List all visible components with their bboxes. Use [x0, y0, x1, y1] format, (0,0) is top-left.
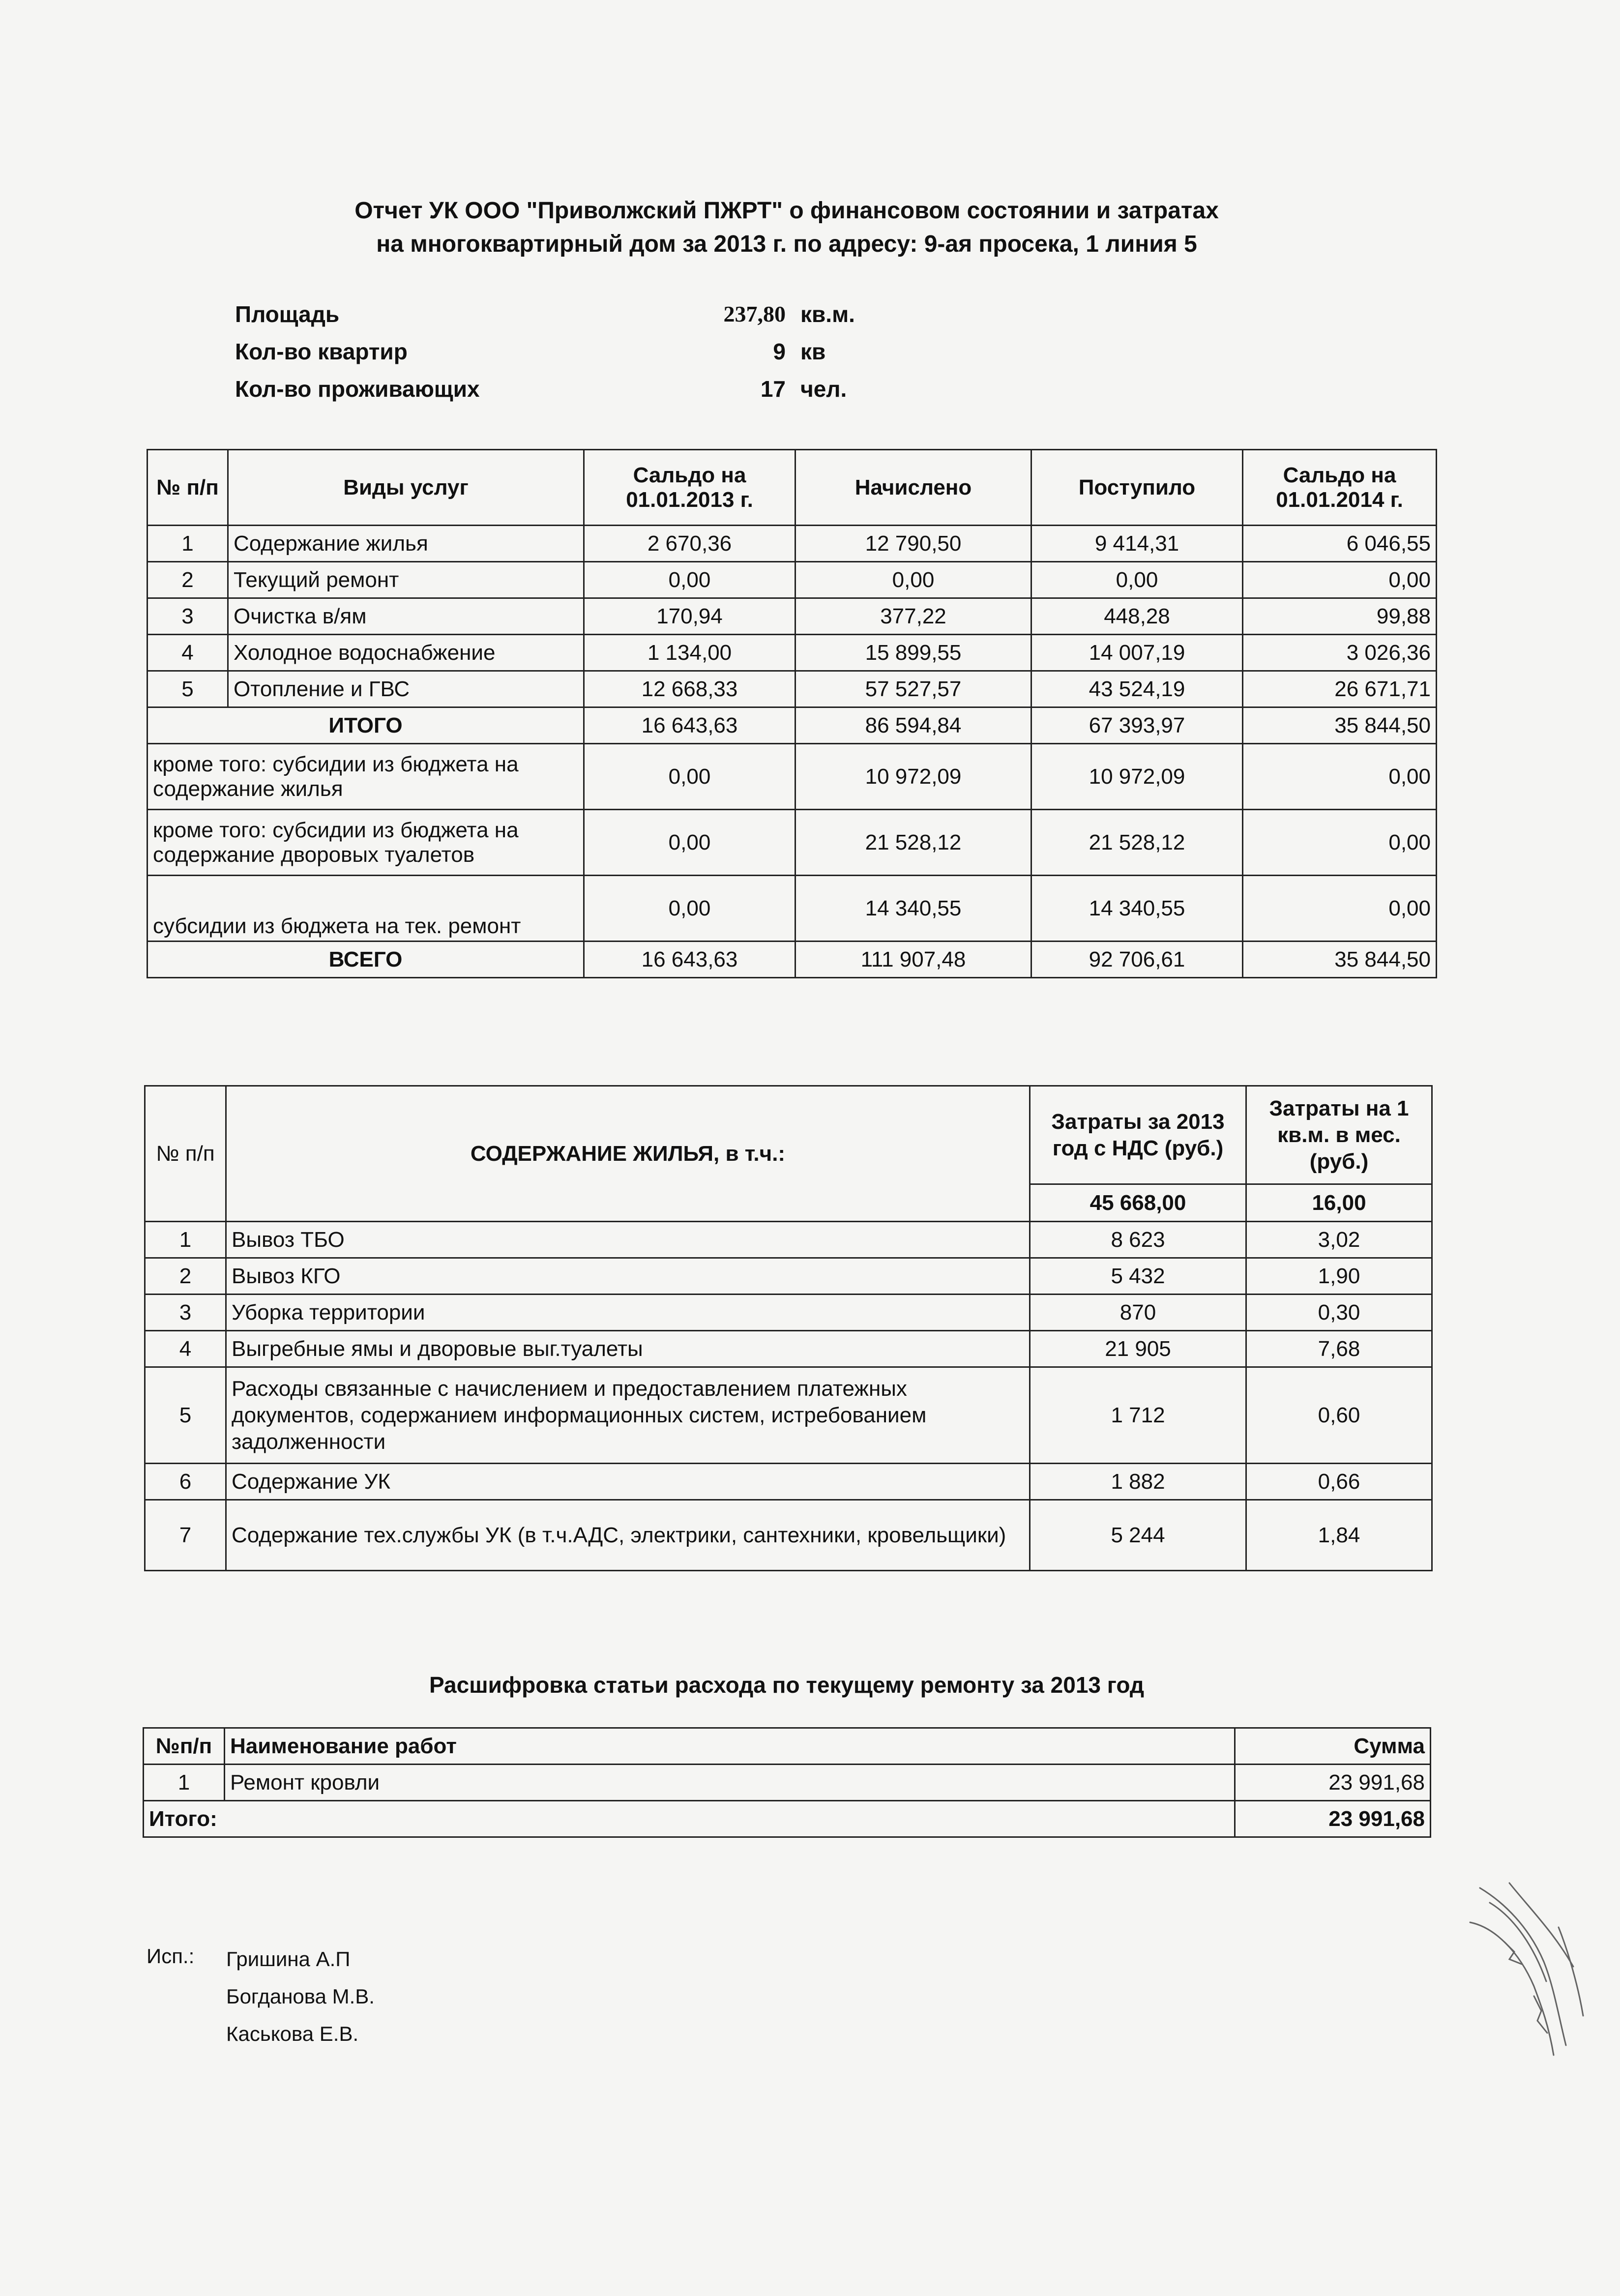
received: 43 524,19 [1031, 671, 1243, 707]
cost-per-sqm: 0,60 [1246, 1367, 1432, 1464]
subsidy-row [147, 810, 1437, 876]
row-number: 3 [145, 1295, 226, 1331]
title-line-1: Отчет УК ООО "Приволжский ПЖРТ" о финансовом состоянии и затратах [354, 198, 1219, 224]
cost-per-sqm: 7,68 [1246, 1331, 1432, 1367]
table-row [147, 635, 1437, 671]
subsidy-received: 10 972,09 [1031, 744, 1243, 810]
apartments-value: 9 [773, 339, 786, 364]
total-annual-cost: 45 668,00 [1030, 1184, 1246, 1222]
row-number: 5 [145, 1367, 226, 1464]
received: 9 414,31 [1031, 526, 1243, 562]
table-row [145, 1331, 1432, 1367]
annual-cost: 1 712 [1030, 1367, 1246, 1464]
residents-value: 17 [760, 376, 786, 402]
executors-label: Исп.: [147, 1944, 195, 1968]
residents-unit: чел. [800, 376, 847, 402]
maintenance-table [144, 1085, 1433, 1571]
cost-per-sqm: 1,90 [1246, 1258, 1432, 1295]
annual-cost: 5 244 [1030, 1500, 1246, 1571]
row-number: 5 [147, 671, 228, 707]
balance-end: 3 026,36 [1243, 635, 1437, 671]
row-number: 4 [145, 1331, 226, 1367]
balance-start: 1 134,00 [584, 635, 795, 671]
header-number: № п/п [147, 450, 228, 526]
table-row [147, 598, 1437, 635]
row-number: 1 [147, 526, 228, 562]
title-line-2: на многоквартирный дом за 2013 г. по адресу: 9-ая просека, 1 линия 5 [376, 231, 1197, 257]
executor-name: Каськова Е.В. [226, 2022, 359, 2045]
subsidy-accrued: 21 528,12 [795, 810, 1031, 876]
item-name: Содержание тех.службы УК (в т.ч.АДС, электрики, сантехники, кровельщики) [226, 1500, 1030, 1571]
subsidy-label: кроме того: субсидии из бюджета на содержание дворовых туалетов [147, 810, 584, 876]
grand-total-received: 92 706,61 [1031, 942, 1243, 978]
header-accrued: Начислено [795, 450, 1031, 526]
table-row [144, 1765, 1431, 1801]
subsidy-balance-end: 0,00 [1243, 744, 1437, 810]
subsidy-balance-start: 0,00 [584, 876, 795, 942]
annual-cost: 21 905 [1030, 1331, 1246, 1367]
repair-section-title: Расшифровка статьи расхода по текущему ремонту за 2013 год [429, 1672, 1145, 1698]
executors-names [226, 1925, 375, 2068]
row-number: 2 [147, 562, 228, 598]
grand-total-balance-end: 35 844,50 [1243, 942, 1437, 978]
service-name: Очистка в/ям [228, 598, 584, 635]
balance-end: 99,88 [1243, 598, 1437, 635]
header-work-name: Наименование работ [225, 1728, 1235, 1765]
service-name: Холодное водоснабжение [228, 635, 584, 671]
finance-header-row [147, 450, 1437, 526]
accrued: 377,22 [795, 598, 1031, 635]
area-unit: кв.м. [800, 301, 855, 327]
subsidy-row [147, 876, 1437, 942]
executor-name: Гришина А.П [226, 1947, 351, 1971]
table-row [147, 671, 1437, 707]
row-number: 4 [147, 635, 228, 671]
balance-start: 2 670,36 [584, 526, 795, 562]
header-annual-cost: Затраты за 2013 год с НДС (руб.) [1030, 1086, 1246, 1184]
area-label: Площадь [235, 301, 340, 327]
accrued: 12 790,50 [795, 526, 1031, 562]
grand-total-row [147, 942, 1437, 978]
subsidy-balance-start: 0,00 [584, 744, 795, 810]
table-row [145, 1500, 1432, 1571]
row-number: 1 [145, 1222, 226, 1258]
finance-table [147, 449, 1437, 978]
cost-per-sqm: 0,66 [1246, 1464, 1432, 1500]
subsidy-label: субсидии из бюджета на тек. ремонт [147, 876, 584, 942]
item-name: Вывоз ТБО [226, 1222, 1030, 1258]
total-label: ИТОГО [147, 707, 584, 744]
table-row [145, 1464, 1432, 1500]
header-amount: Сумма [1235, 1728, 1431, 1765]
balance-start: 170,94 [584, 598, 795, 635]
header-number: №п/п [144, 1728, 225, 1765]
header-cost-per-sqm: Затраты на 1 кв.м. в мес. (руб.) [1246, 1086, 1432, 1184]
accrued: 15 899,55 [795, 635, 1031, 671]
subsidy-balance-end: 0,00 [1243, 876, 1437, 942]
total-cost-per-sqm: 16,00 [1246, 1184, 1432, 1222]
row-number: 2 [145, 1258, 226, 1295]
header-received: Поступило [1031, 450, 1243, 526]
annual-cost: 8 623 [1030, 1222, 1246, 1258]
grand-total-accrued: 111 907,48 [795, 942, 1031, 978]
residents-label: Кол-во проживающих [235, 376, 480, 402]
subsidy-balance-end: 0,00 [1243, 810, 1437, 876]
service-name: Отопление и ГВС [228, 671, 584, 707]
row-number: 3 [147, 598, 228, 635]
table-row [145, 1367, 1432, 1464]
accrued: 0,00 [795, 562, 1031, 598]
table-row [147, 526, 1437, 562]
executor-name: Богданова М.В. [226, 1985, 375, 2008]
total-balance-end: 35 844,50 [1243, 707, 1437, 744]
item-name: Вывоз КГО [226, 1258, 1030, 1295]
accrued: 57 527,57 [795, 671, 1031, 707]
header-maintenance: СОДЕРЖАНИЕ ЖИЛЬЯ, в т.ч.: [226, 1086, 1030, 1222]
header-number: № п/п [145, 1086, 226, 1222]
row-number: 1 [144, 1765, 225, 1801]
work-name: Ремонт кровли [225, 1765, 1235, 1801]
repair-header-row [144, 1728, 1431, 1765]
subsidy-row [147, 744, 1437, 810]
repair-total-label: Итого: [144, 1801, 1235, 1837]
row-number: 6 [145, 1464, 226, 1500]
subsidy-balance-start: 0,00 [584, 810, 795, 876]
subsidy-received: 21 528,12 [1031, 810, 1243, 876]
balance-end: 26 671,71 [1243, 671, 1437, 707]
subsidy-accrued: 14 340,55 [795, 876, 1031, 942]
grand-total-label: ВСЕГО [147, 942, 584, 978]
repair-total-value: 23 991,68 [1235, 1801, 1431, 1837]
subsidy-received: 14 340,55 [1031, 876, 1243, 942]
grand-total-balance-start: 16 643,63 [584, 942, 795, 978]
annual-cost: 1 882 [1030, 1464, 1246, 1500]
repair-total-row [144, 1801, 1431, 1837]
table-row [145, 1258, 1432, 1295]
service-name: Содержание жилья [228, 526, 584, 562]
total-row [147, 707, 1437, 744]
cost-per-sqm: 0,30 [1246, 1295, 1432, 1331]
header-balance-start: Сальдо на 01.01.2013 г. [584, 450, 795, 526]
signature-scribble [1460, 1868, 1598, 2075]
table-row [147, 562, 1437, 598]
cost-per-sqm: 1,84 [1246, 1500, 1432, 1571]
balance-start: 12 668,33 [584, 671, 795, 707]
annual-cost: 870 [1030, 1295, 1246, 1331]
service-name: Текущий ремонт [228, 562, 584, 598]
table-row [145, 1295, 1432, 1331]
subsidy-accrued: 10 972,09 [795, 744, 1031, 810]
received: 448,28 [1031, 598, 1243, 635]
total-received: 67 393,97 [1031, 707, 1243, 744]
area-value: 237,80 [723, 301, 786, 326]
balance-start: 0,00 [584, 562, 795, 598]
item-name: Уборка территории [226, 1295, 1030, 1331]
report-title [147, 194, 1426, 261]
amount: 23 991,68 [1235, 1765, 1431, 1801]
item-name: Содержание УК [226, 1464, 1030, 1500]
received: 0,00 [1031, 562, 1243, 598]
cost-per-sqm: 3,02 [1246, 1222, 1432, 1258]
total-accrued: 86 594,84 [795, 707, 1031, 744]
balance-end: 0,00 [1243, 562, 1437, 598]
maintenance-header-row [145, 1086, 1432, 1184]
subsidy-label: кроме того: субсидии из бюджета на содержание жилья [147, 744, 584, 810]
row-number: 7 [145, 1500, 226, 1571]
total-balance-start: 16 643,63 [584, 707, 795, 744]
table-row [145, 1222, 1432, 1258]
annual-cost: 5 432 [1030, 1258, 1246, 1295]
item-name: Выгребные ямы и дворовые выг.туалеты [226, 1331, 1030, 1367]
header-service: Виды услуг [228, 450, 584, 526]
received: 14 007,19 [1031, 635, 1243, 671]
header-balance-end: Сальдо на 01.01.2014 г. [1243, 450, 1437, 526]
balance-end: 6 046,55 [1243, 526, 1437, 562]
item-name: Расходы связанные с начислением и предоставлением платежных документов, содержанием информационных систем, истребованием задолженности [226, 1367, 1030, 1464]
apartments-label: Кол-во квартир [235, 339, 408, 364]
apartments-unit: кв [800, 339, 826, 364]
repair-table [143, 1727, 1431, 1838]
